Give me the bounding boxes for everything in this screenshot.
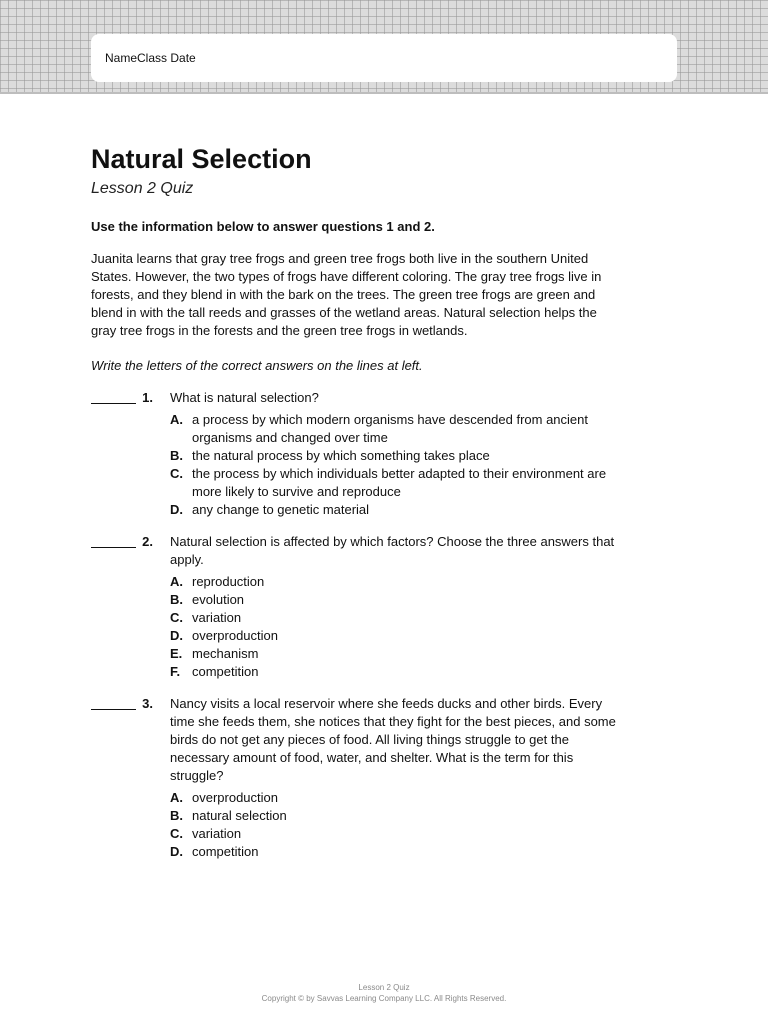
option-letter: C. [170,826,183,841]
page-subtitle: Lesson 2 Quiz [91,180,194,197]
option-letter: C. [170,610,183,625]
option-text: mechanism [192,646,259,661]
option-text: variation [192,826,242,841]
question-number: 1. [142,390,153,405]
option-text: the process by which individuals better adapted to their environment are more likely to survive and reproduce [192,466,607,499]
reading-passage: Juanita learns that gray tree frogs and green tree frogs both live in the southern United States. However, the two types of frogs have different coloring. The gray tree frogs live in forests, and they blend in with the bark on the trees. The green tree frogs are green and blend in with the tall reeds and grasses of the wetland areas. Natural selection helps the gray tree frogs in the forests and the green tree frogs in wetlands. [91,251,602,338]
question-1 [91,389,621,519]
footer-lesson-label: Lesson 2 Quiz [358,983,410,992]
answer-blank-1[interactable] [91,389,136,404]
option-letter: C. [170,466,183,481]
option-text: a process by which modern organisms have descended from ancient organisms and changed over time [192,412,588,445]
option-list [170,573,621,681]
option-item [170,807,621,825]
option-letter: D. [170,844,183,859]
option-text: reproduction [192,574,265,589]
answer-directions: Write the letters of the correct answers on the lines at left. [91,358,423,373]
option-letter: D. [170,628,183,643]
option-letter: B. [170,448,183,463]
option-text: any change to genetic material [192,502,370,517]
option-letter: B. [170,592,183,607]
option-text: overproduction [192,790,278,805]
option-text: natural selection [192,808,287,823]
instruction-text: Use the information below to answer questions 1 and 2. [91,219,435,234]
option-letter: A. [170,412,183,427]
name-class-date-label: NameClass Date [105,51,196,65]
option-text: the natural process by which something takes place [192,448,490,463]
page-footer [0,982,768,1004]
question-3 [91,695,621,861]
page-title: Natural Selection [91,144,312,174]
option-item [170,789,621,807]
answer-blank-2[interactable] [91,533,136,548]
question-text: Natural selection is affected by which factors? Choose the three answers that apply. [170,534,615,567]
name-class-date-box[interactable] [91,34,677,82]
question-number: 3. [142,696,153,711]
question-number: 2. [142,534,153,549]
option-text: competition [192,844,259,859]
option-list [170,411,621,519]
option-letter: F. [170,664,181,679]
footer-copyright: Copyright © by Savvas Learning Company LLC. All Rights Reserved. [261,994,507,1003]
option-item [170,591,621,609]
option-letter: D. [170,502,183,517]
option-item [170,843,621,861]
option-letter: A. [170,790,183,805]
question-text: What is natural selection? [170,390,319,405]
option-item [170,573,621,591]
question-2 [91,533,621,681]
question-text: Nancy visits a local reservoir where she feeds ducks and other birds. Every time she feeds them, she notices that they fight for the best pieces, and some birds do not get any pieces of food. All living things struggle to get the necessary amount of food, water, and shelter. What is the term for this struggle? [170,696,616,783]
option-item [170,411,621,447]
option-letter: A. [170,574,183,589]
option-item [170,609,621,627]
option-text: competition [192,664,259,679]
option-item [170,501,621,519]
option-text: overproduction [192,628,278,643]
option-letter: E. [170,646,183,661]
quiz-content [91,140,621,861]
option-text: variation [192,610,242,625]
answer-blank-3[interactable] [91,695,136,710]
option-item [170,663,621,681]
option-item [170,645,621,663]
option-list [170,789,621,861]
option-item [170,627,621,645]
option-item [170,825,621,843]
option-item [170,465,621,501]
option-text: evolution [192,592,245,607]
option-letter: B. [170,808,183,823]
option-item [170,447,621,465]
header-grid-band [0,0,768,94]
